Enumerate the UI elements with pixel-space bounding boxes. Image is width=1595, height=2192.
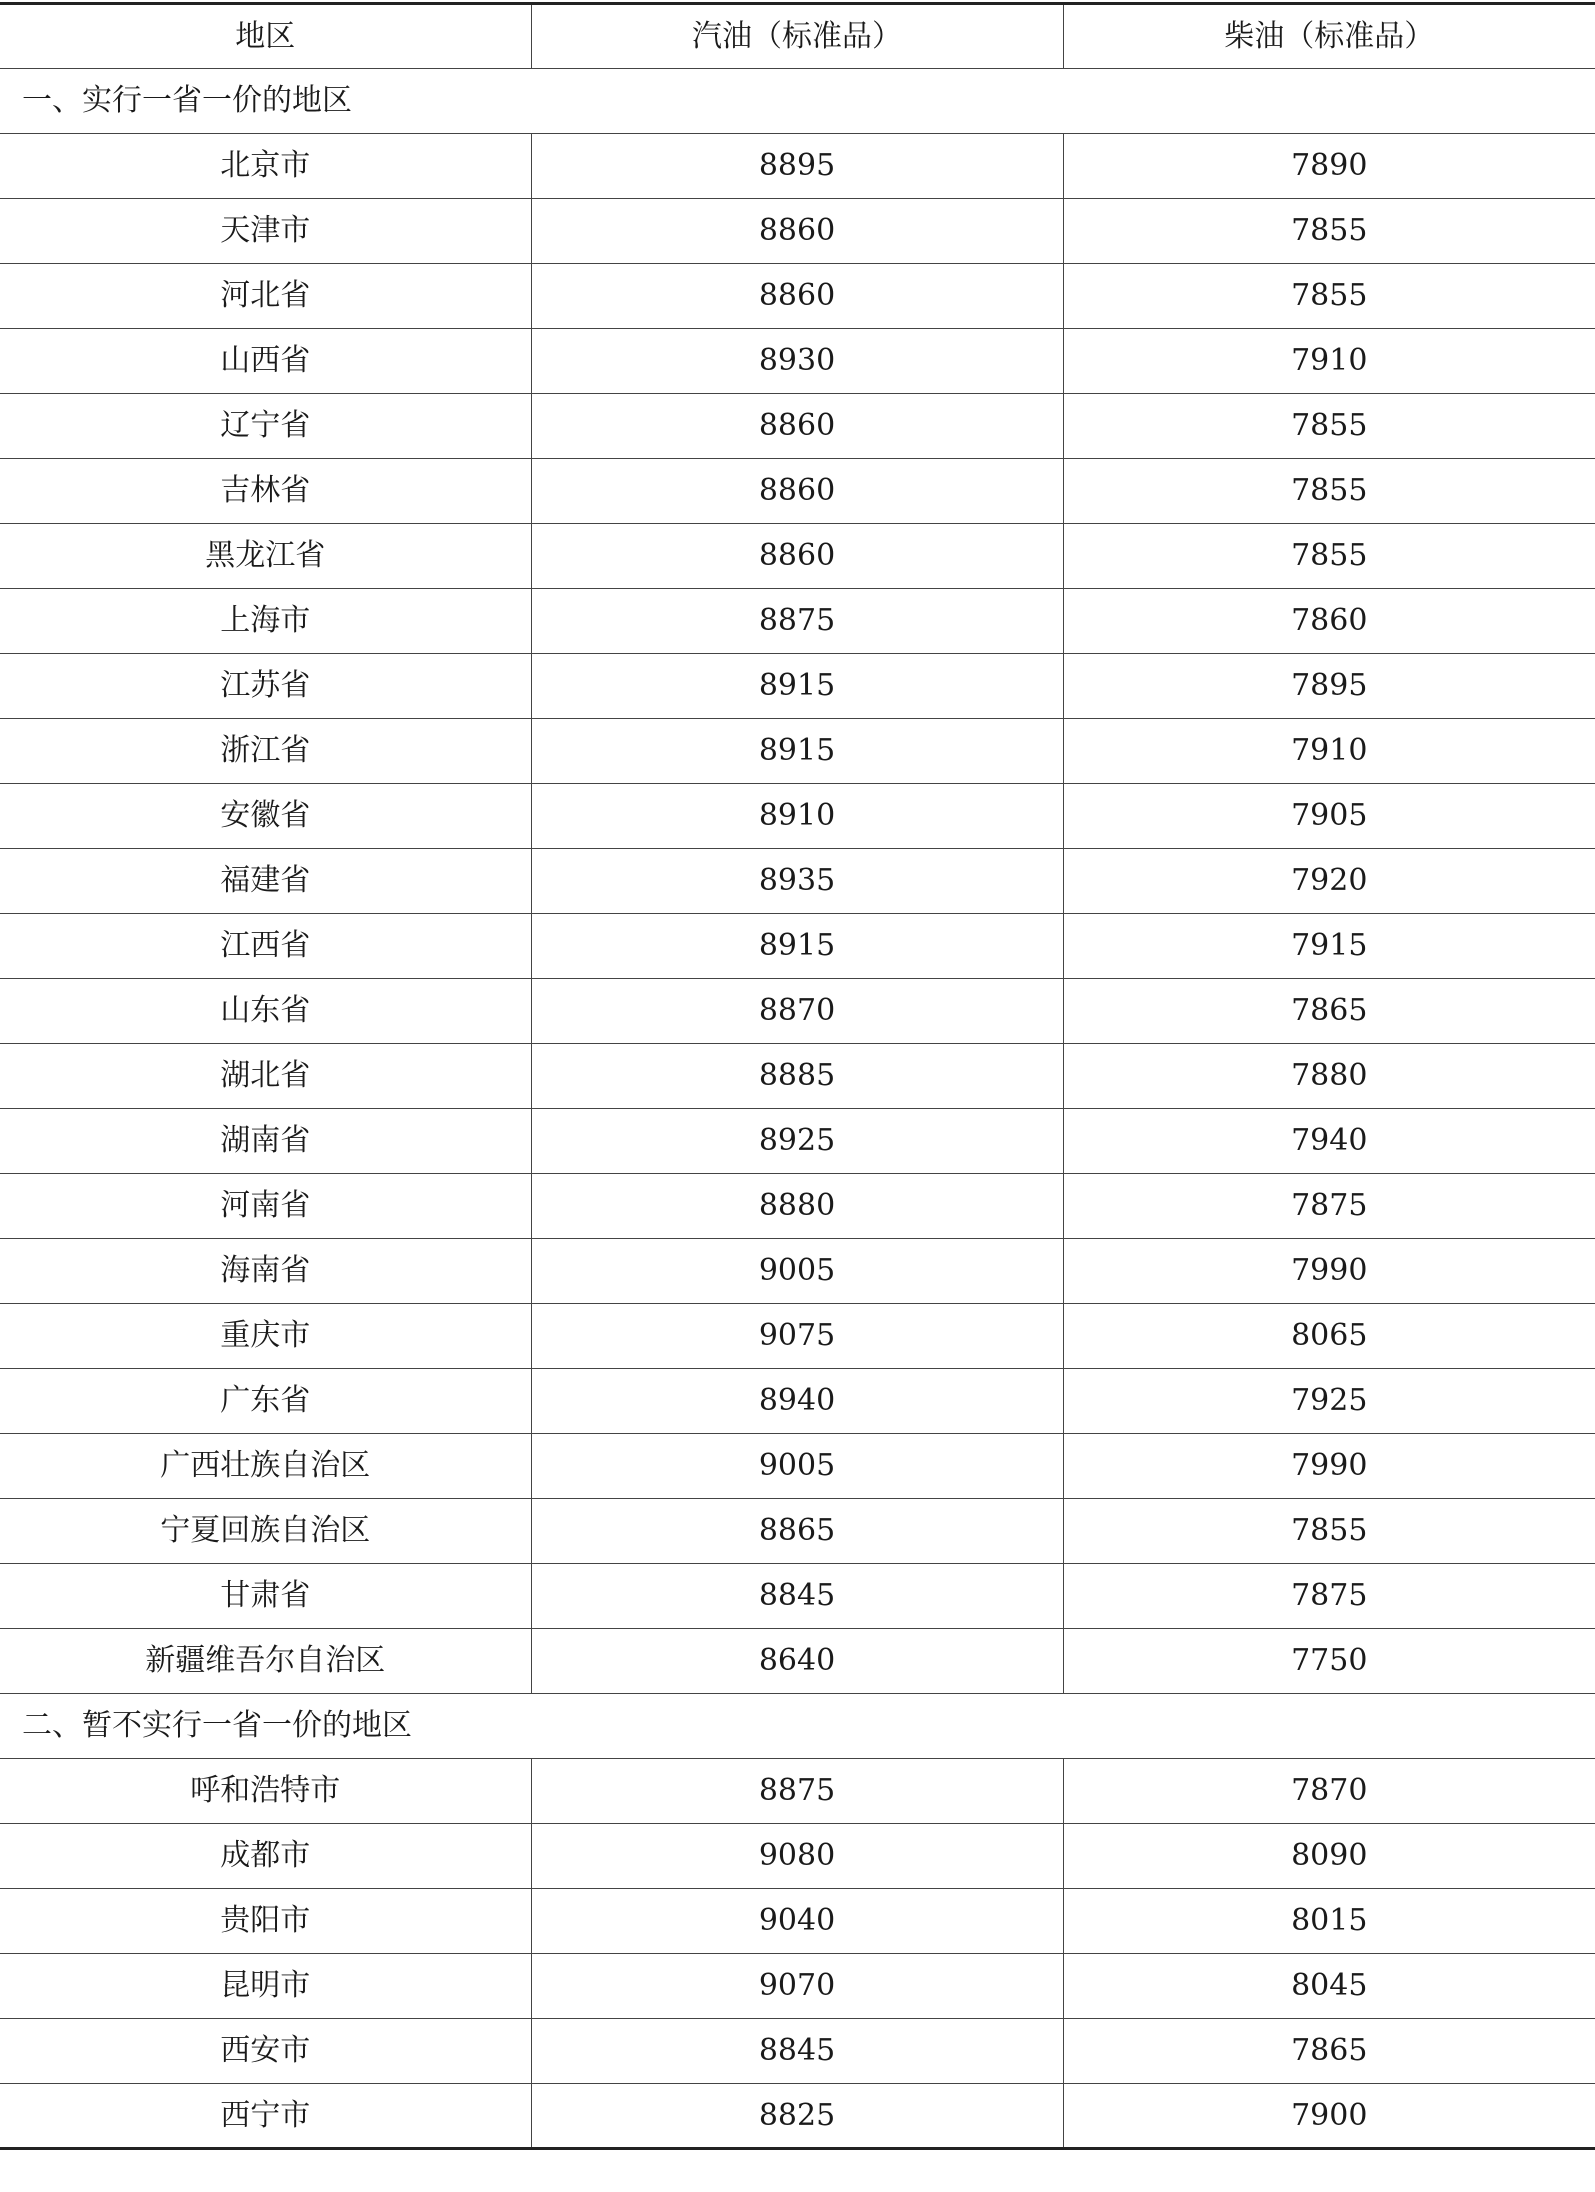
cell-region: 贵阳市 — [0, 1889, 531, 1954]
section-title: 二、暂不实行一省一价的地区 — [0, 1694, 1595, 1759]
table-row — [0, 1954, 1595, 2019]
table-row — [0, 1109, 1595, 1174]
cell-region: 黑龙江省 — [0, 524, 531, 589]
cell-diesel: 7855 — [1063, 524, 1595, 589]
cell-diesel: 7860 — [1063, 589, 1595, 654]
table-row — [0, 784, 1595, 849]
cell-gasoline: 8860 — [531, 459, 1063, 524]
table-row — [0, 134, 1595, 199]
table-row — [0, 1499, 1595, 1564]
cell-region: 河北省 — [0, 264, 531, 329]
cell-region: 成都市 — [0, 1824, 531, 1889]
header-row — [0, 4, 1595, 69]
cell-gasoline: 8825 — [531, 2084, 1063, 2149]
cell-diesel: 7870 — [1063, 1759, 1595, 1824]
cell-diesel: 7900 — [1063, 2084, 1595, 2149]
table-row — [0, 1434, 1595, 1499]
cell-diesel: 7750 — [1063, 1629, 1595, 1694]
cell-region: 山西省 — [0, 329, 531, 394]
cell-region: 山东省 — [0, 979, 531, 1044]
cell-region: 天津市 — [0, 199, 531, 264]
cell-region: 重庆市 — [0, 1304, 531, 1369]
cell-diesel: 7990 — [1063, 1434, 1595, 1499]
table-row — [0, 1174, 1595, 1239]
table-row — [0, 1044, 1595, 1109]
cell-gasoline: 9070 — [531, 1954, 1063, 2019]
section-row — [0, 1694, 1595, 1759]
table-row — [0, 1629, 1595, 1694]
cell-diesel: 8045 — [1063, 1954, 1595, 2019]
cell-diesel: 7905 — [1063, 784, 1595, 849]
cell-diesel: 7915 — [1063, 914, 1595, 979]
table-row — [0, 459, 1595, 524]
cell-gasoline: 8885 — [531, 1044, 1063, 1109]
table-row — [0, 1369, 1595, 1434]
cell-diesel: 7910 — [1063, 719, 1595, 784]
cell-diesel: 7855 — [1063, 394, 1595, 459]
table-row — [0, 1239, 1595, 1304]
cell-diesel: 7855 — [1063, 264, 1595, 329]
cell-region: 广东省 — [0, 1369, 531, 1434]
table-row — [0, 979, 1595, 1044]
table-row — [0, 524, 1595, 589]
cell-region: 西宁市 — [0, 2084, 531, 2149]
header-region: 地区 — [0, 4, 531, 69]
cell-diesel: 8015 — [1063, 1889, 1595, 1954]
table-row — [0, 264, 1595, 329]
section-row — [0, 69, 1595, 134]
cell-region: 上海市 — [0, 589, 531, 654]
cell-diesel: 7940 — [1063, 1109, 1595, 1174]
cell-diesel: 7875 — [1063, 1174, 1595, 1239]
cell-diesel: 7880 — [1063, 1044, 1595, 1109]
cell-region: 海南省 — [0, 1239, 531, 1304]
table-row — [0, 1304, 1595, 1369]
table-row — [0, 589, 1595, 654]
cell-diesel: 7865 — [1063, 979, 1595, 1044]
cell-diesel: 7920 — [1063, 849, 1595, 914]
cell-gasoline: 8935 — [531, 849, 1063, 914]
cell-gasoline: 9075 — [531, 1304, 1063, 1369]
cell-region: 新疆维吾尔自治区 — [0, 1629, 531, 1694]
header-diesel: 柴油（标准品） — [1063, 4, 1595, 69]
table-row — [0, 914, 1595, 979]
cell-gasoline: 8915 — [531, 914, 1063, 979]
table-row — [0, 1759, 1595, 1824]
table-row — [0, 719, 1595, 784]
fuel-price-table — [0, 2, 1595, 2150]
cell-gasoline: 8860 — [531, 199, 1063, 264]
cell-region: 甘肃省 — [0, 1564, 531, 1629]
cell-gasoline: 8860 — [531, 394, 1063, 459]
cell-region: 吉林省 — [0, 459, 531, 524]
cell-region: 辽宁省 — [0, 394, 531, 459]
cell-gasoline: 8640 — [531, 1629, 1063, 1694]
cell-region: 江苏省 — [0, 654, 531, 719]
table-row — [0, 654, 1595, 719]
cell-region: 西安市 — [0, 2019, 531, 2084]
table-row — [0, 2084, 1595, 2149]
table-header — [0, 4, 1595, 69]
cell-gasoline: 8875 — [531, 589, 1063, 654]
table-row — [0, 394, 1595, 459]
cell-gasoline: 8930 — [531, 329, 1063, 394]
cell-gasoline: 8880 — [531, 1174, 1063, 1239]
cell-gasoline: 8910 — [531, 784, 1063, 849]
table-row — [0, 2019, 1595, 2084]
cell-region: 福建省 — [0, 849, 531, 914]
cell-gasoline: 8940 — [531, 1369, 1063, 1434]
cell-region: 呼和浩特市 — [0, 1759, 531, 1824]
cell-gasoline: 8925 — [531, 1109, 1063, 1174]
cell-diesel: 7865 — [1063, 2019, 1595, 2084]
cell-region: 浙江省 — [0, 719, 531, 784]
cell-region: 江西省 — [0, 914, 531, 979]
cell-gasoline: 8870 — [531, 979, 1063, 1044]
table-row — [0, 1824, 1595, 1889]
cell-region: 安徽省 — [0, 784, 531, 849]
cell-region: 北京市 — [0, 134, 531, 199]
cell-gasoline: 8865 — [531, 1499, 1063, 1564]
table-row — [0, 329, 1595, 394]
cell-diesel: 7855 — [1063, 459, 1595, 524]
cell-gasoline: 9040 — [531, 1889, 1063, 1954]
table-row — [0, 1889, 1595, 1954]
cell-region: 昆明市 — [0, 1954, 531, 2019]
table-row — [0, 199, 1595, 264]
cell-diesel: 8065 — [1063, 1304, 1595, 1369]
cell-gasoline: 8915 — [531, 654, 1063, 719]
cell-region: 湖南省 — [0, 1109, 531, 1174]
table-row — [0, 849, 1595, 914]
cell-gasoline: 8875 — [531, 1759, 1063, 1824]
cell-gasoline: 8895 — [531, 134, 1063, 199]
cell-diesel: 7895 — [1063, 654, 1595, 719]
cell-diesel: 7855 — [1063, 199, 1595, 264]
cell-diesel: 7990 — [1063, 1239, 1595, 1304]
cell-gasoline: 9005 — [531, 1434, 1063, 1499]
cell-gasoline: 8860 — [531, 524, 1063, 589]
table-body — [0, 69, 1595, 2149]
cell-gasoline: 8860 — [531, 264, 1063, 329]
cell-region: 湖北省 — [0, 1044, 531, 1109]
cell-region: 宁夏回族自治区 — [0, 1499, 531, 1564]
section-title: 一、实行一省一价的地区 — [0, 69, 1595, 134]
cell-gasoline: 9080 — [531, 1824, 1063, 1889]
cell-gasoline: 9005 — [531, 1239, 1063, 1304]
cell-diesel: 7875 — [1063, 1564, 1595, 1629]
cell-region: 河南省 — [0, 1174, 531, 1239]
cell-region: 广西壮族自治区 — [0, 1434, 531, 1499]
table-row — [0, 1564, 1595, 1629]
cell-diesel: 8090 — [1063, 1824, 1595, 1889]
header-gasoline: 汽油（标准品） — [531, 4, 1063, 69]
cell-diesel: 7855 — [1063, 1499, 1595, 1564]
cell-gasoline: 8915 — [531, 719, 1063, 784]
cell-diesel: 7910 — [1063, 329, 1595, 394]
cell-diesel: 7925 — [1063, 1369, 1595, 1434]
cell-gasoline: 8845 — [531, 1564, 1063, 1629]
cell-diesel: 7890 — [1063, 134, 1595, 199]
cell-gasoline: 8845 — [531, 2019, 1063, 2084]
